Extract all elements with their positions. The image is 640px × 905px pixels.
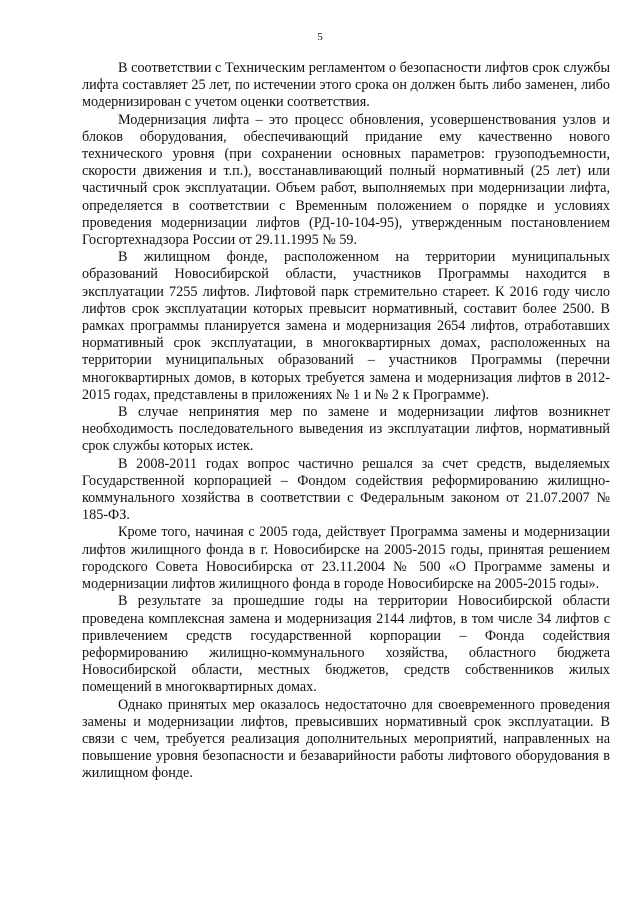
paragraph-conclusion: Однако принятых мер оказалось недостаточно для своевременного проведения замены и модернизации лифтов, превысивших нормативный срок эксплуатации. В связи с чем, требуется реализация дополнительных мероприятий, направленных на повышение уровня безопасности и безаварийности работы лифтового оборудования в жилищном фонде. [82,696,610,782]
paragraph-non-action: В случае непринятия мер по замене и модернизации лифтов возникнет необходимость последовательного выведения из эксплуатации лифтов, нормативный срок службы которых истек. [82,404,610,455]
paragraph-results: В результате за прошедшие годы на территории Новосибирской области проведена комплексная замена и модернизация 2144 лифтов, в том числе 34 лифтов с привлечением средств государственной корпорации – Фонда содействия реформированию жилищно-коммунального хозяйства, областного бюджета Новосибирской области, местных бюджетов, средств собственников жилых помещений в многоквартирных домах. [82,593,610,696]
paragraph-modernization-definition: Модернизация лифта – это процесс обновления, усовершенствования узлов и блоков оборудования, обеспечивающий придание ему качественно нового технического уровня (при сохранении основных параметров: грузоподъемности, скорости движения и т.п.), восстанавливающий полный нормативный (25 лет) или частичный срок эксплуатации. Объем работ, выполняемых при модернизации лифта, определяется в соответствии с Временным положением о порядке и условиях проведения модернизации лифтов (РД-10-104-95), утвержденным постановлением Госгортехнадзора России от 29.11.1995 № 59. [82,111,610,249]
page-number: 5 [317,31,323,43]
paragraph-housing-stock: В жилищном фонде, расположенном на территории муниципальных образований Новосибирской области, участников Программы находится в эксплуатации 7255 лифтов. Лифтовой парк стремительно стареет. К 2016 году число лифтов срок эксплуатации которых превысит нормативный, составит более 2500. В рамках программы планируется замена и модернизация 2654 лифтов, отработавших нормативный срок эксплуатации, в многоквартирных домах, расположенных на территории муниципальных образований – участников Программы (перечни многоквартирных домов, в которых требуется замена и модернизация лифтов в 2012-2015 годах, представлены в приложениях № 1 и № 2 к Программе). [82,249,610,403]
paragraph-city-program: Кроме того, начиная с 2005 года, действует Программа замены и модернизации лифтов жилищного фонда в г. Новосибирске на 2005-2015 годы, принятая решением городского Совета Новосибирска от 23.11.2004 № 500 «О Программе замены и модернизации лифтов жилищного фонда в городе Новосибирске на 2005-2015 годы». [82,524,610,593]
body-text [82,60,610,783]
paragraph-tech-regulation: В соответствии с Техническим регламентом о безопасности лифтов срок службы лифта составляет 25 лет, по истечении этого срока он должен быть либо заменен, либо модернизирован с учетом оценки соответствия. [82,60,610,111]
paragraph-2008-2011: В 2008-2011 годах вопрос частично решался за счет средств, выделяемых Государственной корпорацией – Фондом содействия реформированию жилищно-коммунального хозяйства в соответствии с Федеральным законом от 21.07.2007 № 185-ФЗ. [82,455,610,524]
